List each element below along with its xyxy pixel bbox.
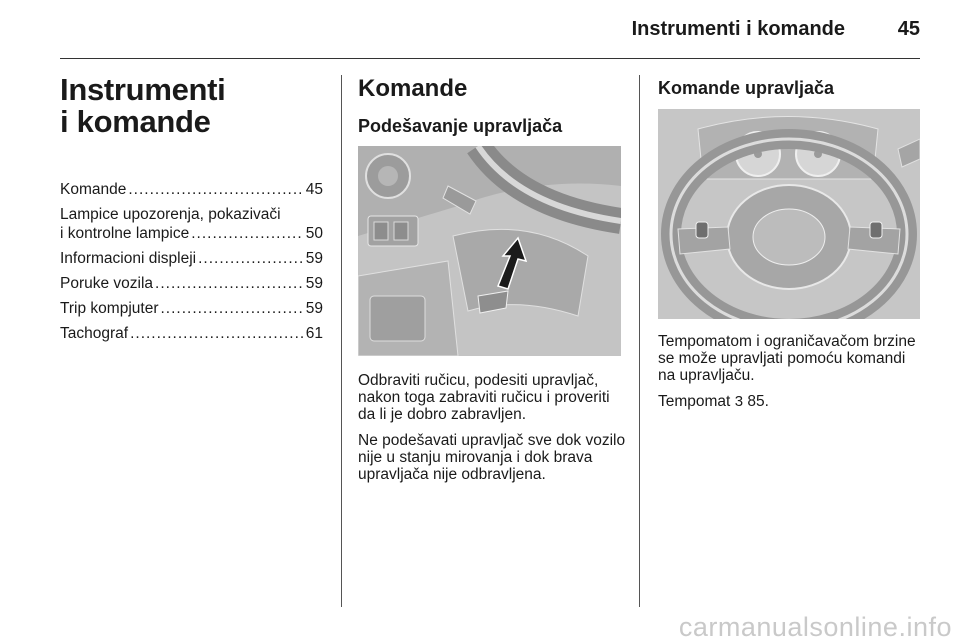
toc-entry[interactable] [60, 249, 323, 268]
steering-wheel-icon [658, 109, 920, 319]
header-rule [60, 58, 920, 59]
toc-leader-dots [198, 249, 304, 268]
page-reference-icon: 3 [734, 393, 744, 410]
toc-entry[interactable] [60, 299, 323, 318]
toc-entry[interactable] [60, 180, 323, 199]
running-header-title: Instrumenti i komande [631, 18, 845, 40]
cruise-control-ref-page: 85. [747, 393, 769, 410]
steering-column-lever-icon [358, 146, 621, 356]
toc-entry-label: Trip kompjuter [60, 300, 159, 317]
toc-entry-label: Informacioni displeji [60, 250, 197, 267]
page-number: 45 [897, 18, 920, 40]
toc-entry-label: Tachograf [60, 325, 129, 342]
toc-entry-page: 61 [305, 325, 323, 342]
steering-controls-text [658, 333, 920, 419]
column-divider-right [639, 75, 640, 607]
toc-leader-dots [191, 224, 304, 243]
toc-leader-dots [130, 324, 304, 343]
watermark: carmanualsonline.info [678, 612, 952, 642]
toc-entry-page: 50 [305, 225, 323, 242]
chapter-title-line-1: Instrumenti [60, 72, 226, 107]
adjust-paragraph: Odbraviti ručicu, podesiti upravljač, nakon toga zabraviti ručicu i proveriti da li je dobro zabravljen. [358, 372, 610, 423]
cruise-control-ref-text: Tempomat [658, 393, 731, 410]
toc-leader-dots [128, 180, 303, 199]
toc-entry-page: 59 [305, 250, 323, 267]
steering-controls-paragraph: Tempomatom i ograničavačom brzine se može upravljati pomoću komandi na upravljaču. [658, 333, 916, 384]
subsection-title-adjust: Podešavanje upravljača [358, 116, 563, 136]
toc-entry-page: 45 [305, 181, 323, 198]
adjust-paragraph: Ne podešavati upravljač sve dok vozilo nije u stanju mirovanja i dok brava upravljača nije odbravljena. [358, 432, 626, 483]
toc-entry[interactable] [60, 205, 323, 243]
toc-entry-page: 59 [305, 275, 323, 292]
toc-entry-page: 59 [305, 300, 323, 317]
section-title: Komande [358, 75, 468, 102]
chapter-title-line-2: i komande [60, 104, 211, 139]
column-divider-left [341, 75, 342, 607]
toc-leader-dots [160, 299, 303, 318]
steering-adjust-illustration [358, 146, 621, 356]
toc-leader-dots [155, 274, 304, 293]
toc-entry-label: i kontrolne lampice [60, 225, 190, 242]
cruise-control-reference [658, 393, 920, 410]
steering-wheel-controls-illustration [658, 109, 920, 319]
toc-entry-label: Lampice upozorenja, pokazivači [60, 206, 281, 223]
toc-entry-label: Komande [60, 181, 127, 198]
toc-entry-label: Poruke vozila [60, 275, 154, 292]
toc-entry[interactable] [60, 274, 323, 293]
subsection-title-controls: Komande upravljača [658, 78, 835, 98]
table-of-contents [60, 180, 323, 349]
toc-entry[interactable] [60, 324, 323, 343]
chapter-title [60, 74, 330, 138]
adjust-instructions [358, 372, 628, 492]
